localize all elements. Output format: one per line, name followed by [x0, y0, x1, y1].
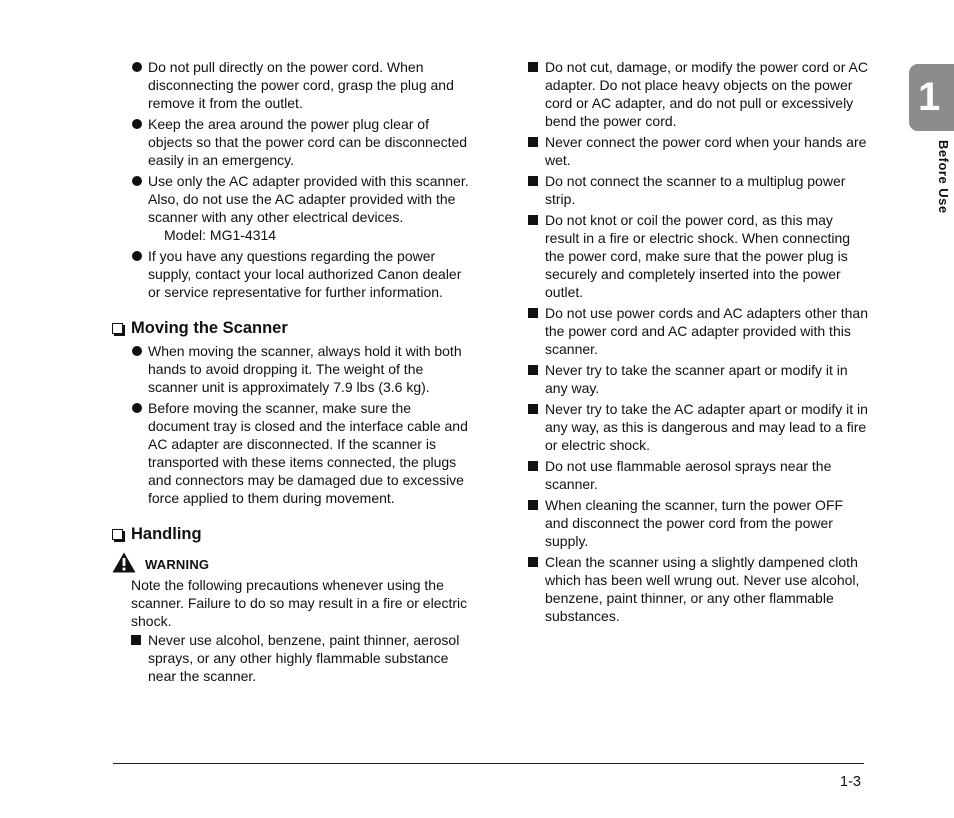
list-item: Keep the area around the power plug clear of objects so that the power cord can be disconnected easily in an emergency.	[131, 115, 471, 169]
list-item: Never connect the power cord when your hands are wet.	[528, 133, 868, 169]
moving-bullet-list	[131, 342, 471, 507]
list-item: Do not connect the scanner to a multiplug power strip.	[528, 172, 868, 208]
list-item: Use only the AC adapter provided with this scanner. Also, do not use the AC adapter provided with the scanner with any other electrical devices. Model: MG1-4314	[131, 172, 471, 244]
list-item: If you have any questions regarding the power supply, contact your local authorized Canon dealer or service representative for further information.	[131, 247, 471, 301]
list-item: Never try to take the scanner apart or modify it in any way.	[528, 361, 868, 397]
right-column	[528, 58, 868, 628]
list-item: Never try to take the AC adapter apart or modify it in any way, as this is dangerous and may lead to a fire or electric shock.	[528, 400, 868, 454]
model-number: Model: MG1-4314	[164, 227, 277, 243]
hollow-square-icon	[112, 529, 123, 540]
warning-triangle-icon	[112, 552, 136, 573]
list-item: Never use alcohol, benzene, paint thinner, aerosol sprays, or any other highly flammable substance near the scanner.	[131, 631, 471, 685]
page-number: 1-3	[840, 774, 861, 790]
warning-note: Note the following precautions whenever using the scanner. Failure to do so may result in a fire or electric shock.	[131, 577, 468, 629]
list-item: Clean the scanner using a slightly dampened cloth which has been well wrung out. Never use alcohol, benzene, paint thinner, or any other flammable substances.	[528, 553, 868, 625]
moving-scanner-heading: Moving the Scanner	[112, 318, 452, 338]
chapter-label: Before Use	[936, 140, 951, 214]
handling-heading: Handling	[112, 524, 452, 544]
list-item: When cleaning the scanner, turn the power OFF and disconnect the power cord from the power supply.	[528, 496, 868, 550]
footer-divider	[113, 763, 864, 764]
left-column	[131, 58, 471, 688]
right-bullet-list	[528, 58, 868, 625]
hollow-square-icon	[112, 323, 123, 334]
list-item: Do not use power cords and AC adapters other than the power cord and AC adapter provided with this scanner.	[528, 304, 868, 358]
list-item: Before moving the scanner, make sure the document tray is closed and the interface cable and AC adapter are disconnected. If the scanner is transported with these items connected, the plugs and connectors may be damaged due to excessive force applied to them during movement.	[131, 399, 471, 507]
chapter-number: 1	[918, 75, 941, 119]
power-bullet-list	[131, 58, 471, 301]
list-item: Do not pull directly on the power cord. When disconnecting the power cord, grasp the plug and remove it from the outlet.	[131, 58, 471, 112]
list-item: When moving the scanner, always hold it with both hands to avoid dropping it. The weight of the scanner unit is approximately 7.9 lbs (3.6 kg).	[131, 342, 471, 396]
list-item: Do not cut, damage, or modify the power cord or AC adapter. Do not place heavy objects on the power cord or AC adapter, and do not pull or excessively bend the power cord.	[528, 58, 868, 130]
warning-label: WARNING	[112, 552, 452, 574]
handling-bullet-list	[131, 631, 471, 685]
list-item: Do not use flammable aerosol sprays near the scanner.	[528, 457, 868, 493]
list-item: Do not knot or coil the power cord, as this may result in a fire or electric shock. When connecting the power cord, make sure that the power plug is securely and completely inserted into the power outlet.	[528, 211, 868, 301]
